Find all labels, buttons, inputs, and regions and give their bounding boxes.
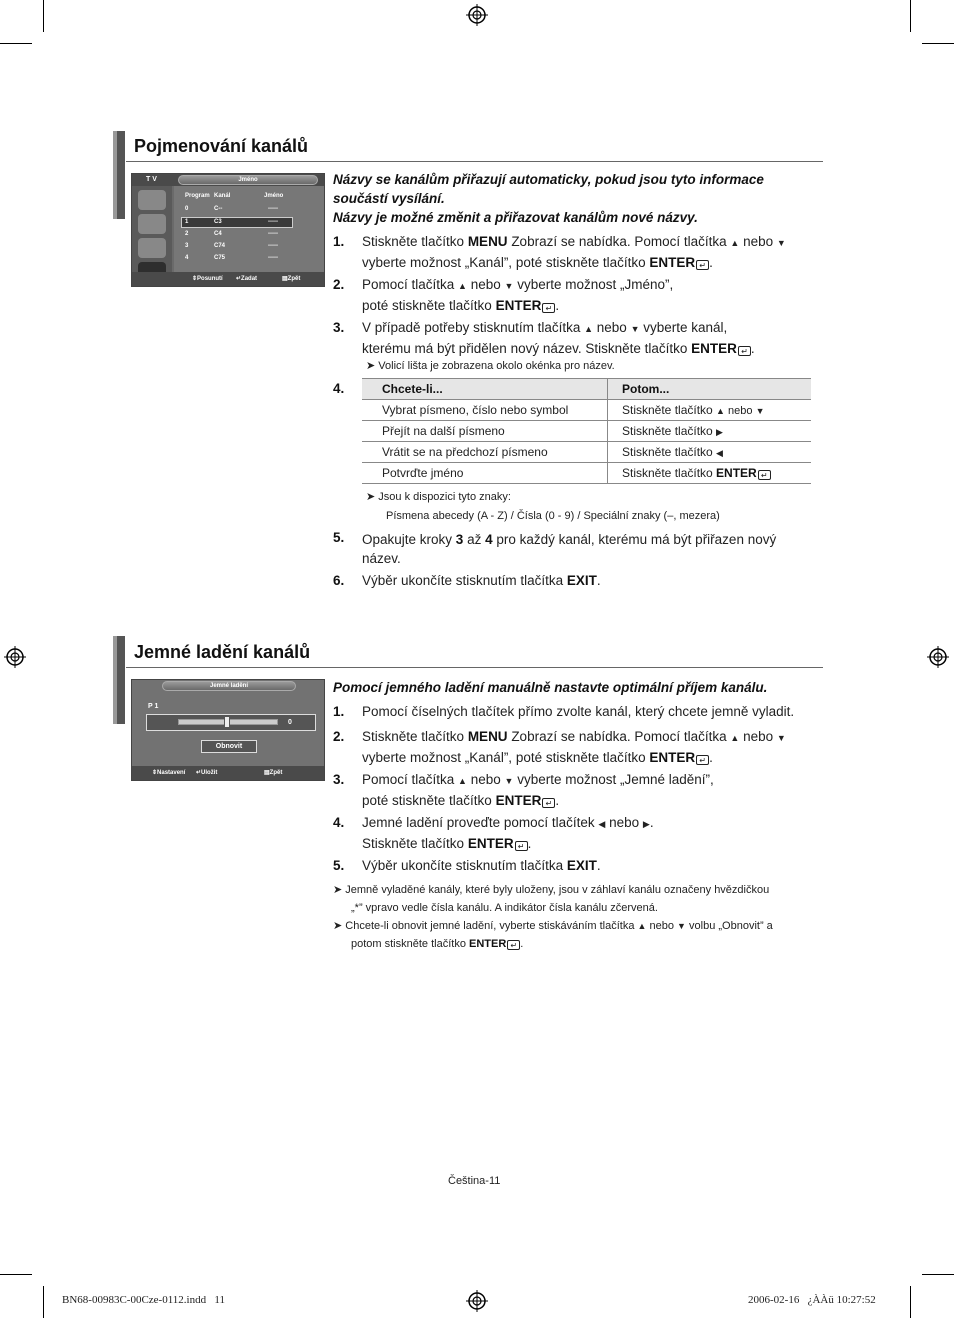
step-1: Stiskněte tlačítko MENU Zobrazí se nabídka. Pomocí tlačítka ▲ nebo ▼ vyberte možnost „Kanál”, poté stiskněte tlačítko ENTER ↵ . [362,234,786,270]
crop-mark [910,0,911,32]
arrow-down-icon: ▼ [755,406,765,416]
crop-mark [43,0,44,32]
step-4-note: ➤ Jsou k dispozici tyto znaky: Písmena abecedy (A - Z) / Čísla (0 - 9) / Speciální znaky (–, mezera) [366,491,720,522]
col-name: Jméno [264,193,284,199]
note-arrow-icon: ➤ [333,920,343,932]
crop-mark [922,1274,954,1275]
step-number: 2. [333,729,345,744]
setup-icon [138,238,166,258]
footer-move: ⇕Posunutí [192,276,223,282]
note-arrow-icon: ➤ [366,360,376,372]
section-rule [126,161,823,162]
page-number: Čeština-11 [448,1175,501,1187]
arrow-up-icon: ▲ [458,281,467,291]
step-3-note: ➤ Volicí lišta je zobrazena okolo okénka pro název. [366,360,615,372]
footer-enter: ↵Zadat [236,276,258,282]
note-arrow-icon: ➤ [366,491,376,503]
arrow-right-icon: ▶ [716,427,723,437]
enter-icon: ↵ [696,260,709,270]
table-row: Přejít na další písmeno Stiskněte tlačítko ▶ [362,421,811,442]
step-number: 4. [333,815,345,830]
registration-mark-icon [4,646,26,668]
intro-text: Pomocí jemného ladění manuálně nastavte optimální příjem kanálu. [333,680,768,695]
section-title: Pojmenování kanálů [134,136,309,156]
arrow-down-icon: ▼ [776,238,786,248]
step-4: Jemné ladění proveďte pomocí tlačítek ◀ nebo ▶. Stiskněte tlačítko ENTER ↵ . [362,815,654,851]
table-row: Vrátit se na předchozí písmeno Stiskněte tlačítko ◀ [362,442,811,463]
table-row: Vybrat písmeno, číslo nebo symbol Stiskněte tlačítko ▲ nebo ▼ [362,400,811,421]
step-5: Opakujte kroky 3 až 4 pro každý kanál, kterému má být přiřazen nový název. [362,532,777,566]
intro-text-2: Názvy je možné změnit a přiřazovat kanálům nové názvy. [333,210,698,225]
footer-back: ▤Zpět [282,276,301,282]
footer-back: ▤Zpět [264,770,283,776]
enter-icon: ↵ [758,470,771,480]
crop-mark [43,1286,44,1318]
enter-icon: ↵ [507,940,520,950]
step-number: 6. [333,573,345,588]
character-table [362,378,811,484]
col-program: Program [185,193,210,199]
step-number: 5. [333,530,345,545]
arrow-down-icon: ▼ [677,921,686,931]
footer-save: ↵Uložit [196,770,218,776]
arrow-up-icon: ▲ [584,324,594,334]
picture-icon [138,190,166,210]
section-bar [113,636,125,724]
program-label: P 1 [148,703,159,710]
crop-mark [0,43,32,44]
enter-icon: ↵ [696,755,709,765]
note-arrow-icon: ➤ [333,884,343,896]
step-number: 1. [333,704,345,719]
step-number: 5. [333,858,345,873]
fine-tune-note-1: ➤ Jemně vyladěné kanály, které byly uloženy, jsou v záhlaví kanálu označeny hvězdičkou „*” vpravo vedle čísla kanálu. A indikátor čísla kanálu zčervená. [333,884,770,914]
registration-mark-icon [927,646,949,668]
tv-label: T V [146,176,157,183]
crop-mark [910,1286,911,1318]
step-number: 2. [333,277,345,292]
fine-tune-note-2: ➤ Chcete-li obnovit jemné ladění, vyberte stiskáváním tlačítka ▲ nebo ▼ volbu „Obnovit” a potom stiskněte tlačítko ENTER ↵ . [333,920,773,950]
arrow-right-icon: ▶ [642,819,650,829]
reset-button[interactable]: Obnovit [201,740,257,753]
step-number: 1. [333,234,345,249]
arrow-down-icon: ▼ [630,324,640,334]
step-6: Výběr ukončíte stisknutím tlačítka EXIT. [362,573,601,588]
arrow-down-icon: ▼ [504,281,514,291]
arrow-up-icon: ▲ [458,776,467,786]
arrow-left-icon: ◀ [598,819,606,829]
step-5: Výběr ukončíte stisknutím tlačítka EXIT. [362,858,601,873]
step-3: Pomocí tlačítka ▲ nebo ▼ vyberte možnost „Jemné ladění”, poté stiskněte tlačítko ENTER ↵ . [362,772,714,808]
step-number: 3. [333,772,345,787]
arrow-up-icon: ▲ [730,733,740,743]
table-header: Chcete-li... Potom... [362,379,811,400]
tab-fine-tune: Jemné ladění [162,681,296,691]
enter-icon: ↵ [738,346,751,356]
intro-text: Názvy se kanálům přiřazují automaticky, pokud jsou tyto informace součástí vysílání. [333,172,764,206]
registration-mark-icon [466,4,488,26]
footer-set: ⇕Nastavení [152,770,186,776]
arrow-left-icon: ◀ [716,448,723,458]
col-channel: Kanál [214,193,231,199]
step-3: V případě potřeby stisknutím tlačítka ▲ nebo ▼ vyberte kanál, kterému má být přidělen nový název. Stiskněte tlačítko ENTER ↵ . [362,320,755,356]
crop-mark [0,1274,32,1275]
arrow-up-icon: ▲ [716,406,725,416]
tab-name: Jméno [178,175,318,185]
step-1: Pomocí číselných tlačítek přímo zvolte kanál, který chcete jemně vyladit. [362,704,795,719]
registration-mark-icon [466,1290,488,1312]
step-number: 4. [333,381,345,396]
step-2: Pomocí tlačítka ▲ nebo ▼ vyberte možnost „Jméno”, poté stiskněte tlačítko ENTER ↵ . [362,277,674,313]
sound-icon [138,214,166,234]
step-number: 3. [333,320,345,335]
enter-icon: ↵ [542,798,555,808]
crop-mark [922,43,954,44]
arrow-up-icon: ▲ [730,238,740,248]
file-info: BN68-00983C-00Cze-0112.indd 11 [62,1294,225,1306]
channel-name-screen: T V Jméno Program Kanál Jméno 0 C-- ----- 1 C3 ----- 2 C4 ----- 3 C74 ----- 4 C75 ----- ⇕Posunutí ↵Zadat ▤Zpět [131,173,325,287]
arrow-up-icon: ▲ [637,921,647,931]
fine-tune-screen [131,679,325,781]
section-title: Jemné ladění kanálů [134,642,311,662]
table-row: Potvrďte jméno Stiskněte tlačítko ENTER ↵ [362,463,811,484]
section-rule [126,667,823,668]
print-date: 2006-02-16 ¿ÀÀü 10:27:52 [748,1294,876,1306]
enter-icon: ↵ [542,303,555,313]
arrow-down-icon: ▼ [776,733,786,743]
section-bar [113,131,125,219]
slider-value: 0 [288,719,292,726]
enter-icon: ↵ [515,841,528,851]
slider-thumb[interactable] [224,716,230,728]
step-2: Stiskněte tlačítko MENU Zobrazí se nabídka. Pomocí tlačítka ▲ nebo ▼ vyberte možnost „Kanál”, poté stiskněte tlačítko ENTER ↵ . [362,729,786,765]
arrow-down-icon: ▼ [504,776,514,786]
